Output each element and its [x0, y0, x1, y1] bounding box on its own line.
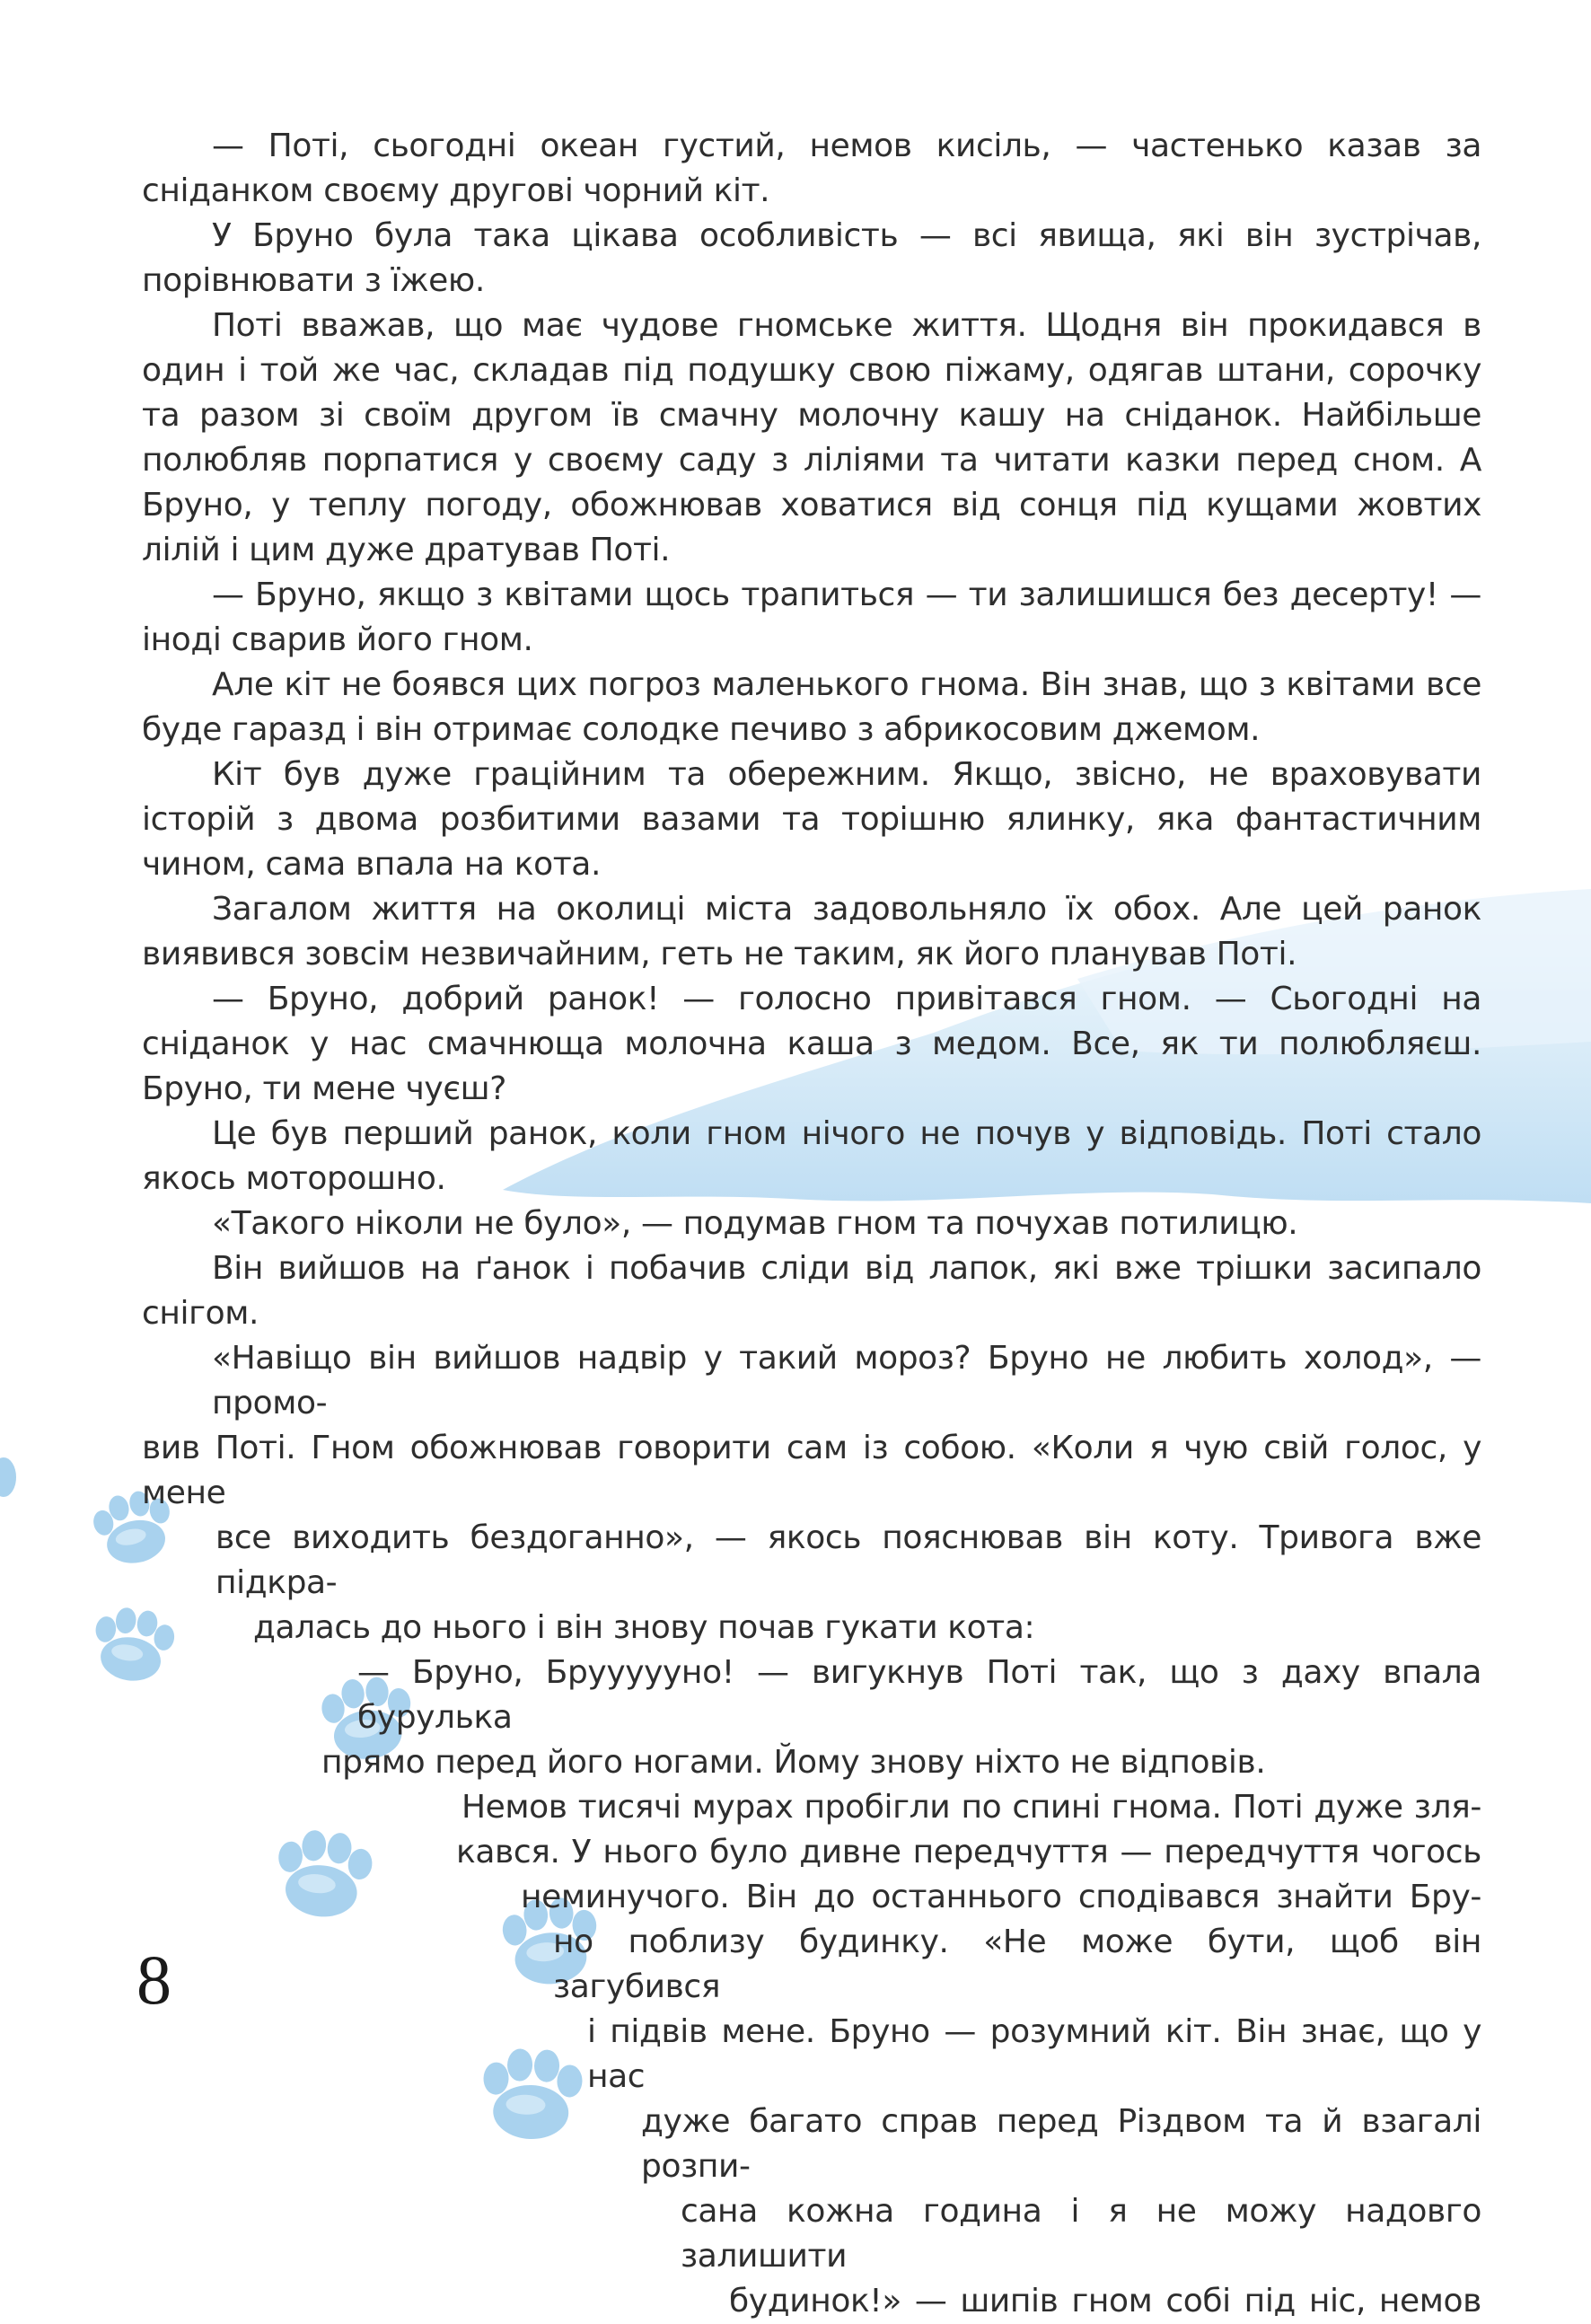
text-line: Немов тисячі мурах пробігли по спині гнома. Поті дуже зля- — [461, 1789, 1481, 1826]
page-number: 8 — [136, 1941, 171, 2019]
text-line: — Бруно, Бруууууно! — вигукнув Поті так, що з даху впала бурулька — [357, 1654, 1481, 1736]
paragraph: Це був перший ранок, коли гном нічого не почув у відповідь. Поті стало якось моторошно. — [142, 1115, 1481, 1197]
paragraph-indented — [142, 1785, 1481, 2324]
text-line: будинок!» — шипів гном собі під ніс, немов — [729, 2283, 1481, 2320]
paw-print-partial-icon — [0, 1457, 16, 1497]
paragraph: — Поті, сьогодні океан густий, немов кисіль, — частенько казав за сніданком своєму другові чорний кіт. — [142, 128, 1481, 209]
paragraph: — Бруно, якщо з квітами щось трапиться — ти залишишся без десерту! — іноді сварив його гном. — [142, 577, 1481, 658]
text-line: вив Поті. Гном обожнював говорити сам із собою. «Коли я чую свій голос, у мене — [142, 1430, 1481, 1511]
paragraph: Він вийшов на ґанок і побачив сліди від лапок, які вже трішки засипало снігом. — [142, 1250, 1481, 1332]
paragraph-indented — [142, 1336, 1481, 1651]
text-line: далась до нього і він знову почав гукати кота: — [253, 1609, 1035, 1646]
text-line: дуже багато справ перед Різдвом та й взагалі розпи- — [641, 2103, 1481, 2185]
story-text — [142, 124, 1481, 2324]
paragraph: Але кіт не боявся цих погроз маленького гнома. Він знав, що з квітами все буде гаразд і він отримає солодке печиво з абрикосовим джемом. — [142, 666, 1481, 748]
paragraph: Загалом життя на околиці міста задовольняло їх обох. Але цей ранок виявився зовсім незвичайним, геть не таким, як його планував Поті. — [142, 891, 1481, 973]
text-line: неминучого. Він до останнього сподівався знайти Бру- — [521, 1879, 1481, 1915]
paragraph-indented — [142, 1651, 1481, 1785]
text-line: все виходить бездоганно», — якось пояснював він коту. Тривога вже підкра- — [215, 1519, 1481, 1601]
paragraph: — Бруно, добрий ранок! — голосно привітався гном. — Сьогодні на сніданок у нас смачнюща молочна каша з медом. Все, як ти полюбляєш. Бруно, ти мене чуєш? — [142, 981, 1481, 1107]
text-line: но поблизу будинку. «Не може бути, щоб він загубився — [553, 1923, 1481, 2005]
text-line: «Навіщо він вийшов надвір у такий мороз? Бруно не любить холод», — промо- — [212, 1340, 1481, 1422]
text-line: прямо перед його ногами. Йому знову ніхто не відповів. — [321, 1744, 1266, 1781]
text-line: кався. У нього було дивне передчуття — передчуття чогось — [456, 1834, 1481, 1871]
paragraph: Кіт був дуже граційним та обережним. Якщо, звісно, не враховувати історій з двома розбитими вазами та торішню ялинку, яка фантастичним чином, сама впала на кота. — [142, 756, 1481, 883]
text-line: сана кожна година і я не можу надовго залишити — [681, 2193, 1481, 2275]
paragraph: Поті вважав, що має чудове гномське життя. Щодня він прокидався в один і той же час, складав під подушку свою піжаму, одягав штани, сорочку та разом зі своїм другом їв смачну молочну кашу на сніданок. Найбільше полюбляв порпатися у своєму саду з ліліями та читати казки перед сном. А Бруно, у теплу погоду, обожнював ховатися від сонця під кущами жовтих лілій і цим дуже дратував Поті. — [142, 307, 1481, 568]
text-line: і підвів мене. Бруно — розумний кіт. Він знає, що у нас — [587, 2013, 1481, 2095]
paragraph: «Такого ніколи не було», — подумав гном та почухав потилицю. — [212, 1205, 1298, 1242]
paragraph: У Бруно була така цікава особливість — всі явища, які він зустрічав, порівнювати з їжею. — [142, 217, 1481, 299]
